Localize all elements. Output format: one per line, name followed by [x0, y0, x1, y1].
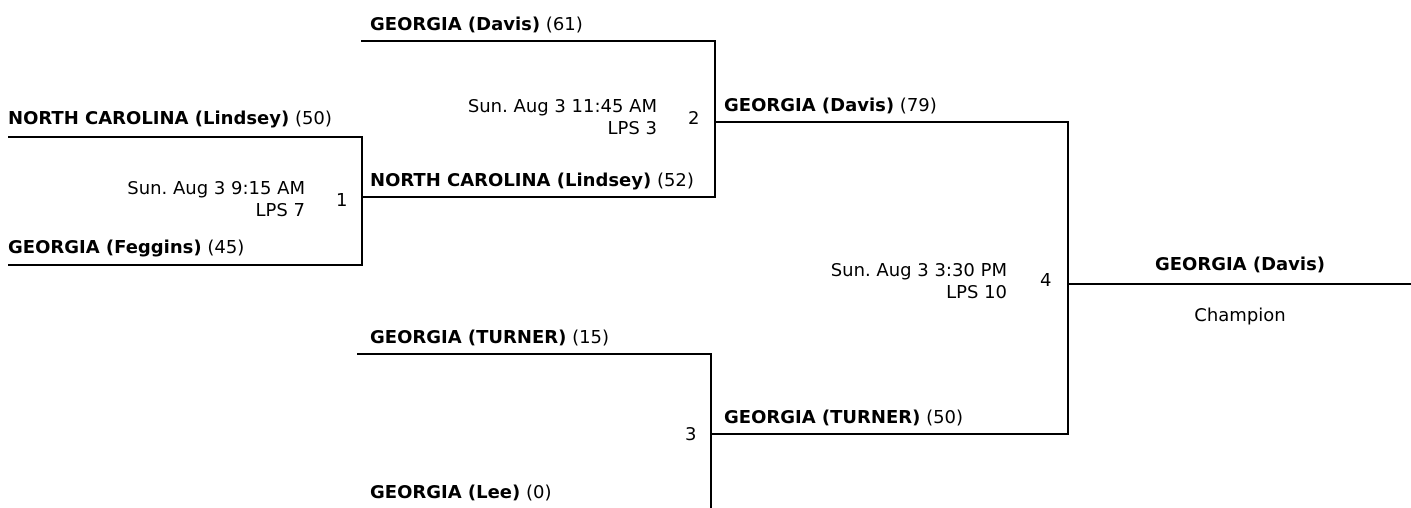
team-name: NORTH CAROLINA (Lindsey) [370, 170, 652, 191]
team-name: GEORGIA (Lee) [370, 482, 521, 503]
champion-label: Champion [1194, 305, 1286, 326]
team-name: GEORGIA (TURNER) [724, 407, 921, 428]
team-name: GEORGIA (Davis) [370, 14, 541, 35]
game1-info [127, 178, 305, 222]
game2-info [468, 96, 657, 140]
game2-team-b [370, 170, 694, 192]
game2-number: 2 [688, 108, 700, 129]
game3-team-a [370, 327, 609, 349]
game3-team-b [370, 482, 551, 504]
game3-connector [710, 353, 712, 508]
team-score: (79) [899, 95, 937, 116]
game2-team-a [370, 14, 583, 36]
game1-connector [361, 136, 363, 266]
team-score: (50) [926, 407, 964, 428]
game-time: Sun. Aug 3 11:45 AM [467, 96, 657, 117]
game4-line-b [710, 433, 1069, 435]
champion-line [1067, 283, 1411, 285]
game2-connector [714, 40, 716, 198]
game4-connector [1067, 121, 1069, 435]
champion-team: GEORGIA (Davis) [1154, 254, 1326, 275]
game-time: Sun. Aug 3 3:30 PM [830, 260, 1007, 281]
game1-number: 1 [336, 190, 348, 211]
team-name: NORTH CAROLINA (Lindsey) [8, 108, 290, 129]
team-score: (50) [294, 108, 332, 129]
team-score: (52) [656, 170, 694, 191]
game2-line-b [361, 196, 716, 198]
game4-line-a [714, 121, 1069, 123]
champion-name [1069, 254, 1411, 276]
game2-line-a [361, 40, 716, 42]
team-name: GEORGIA (Feggins) [8, 237, 202, 258]
game4-number: 4 [1040, 270, 1052, 291]
game1-line-b [8, 264, 363, 266]
game-time: Sun. Aug 3 9:15 AM [127, 178, 305, 199]
team-score: (61) [545, 14, 583, 35]
game4-team-b [724, 407, 963, 429]
game3-number: 3 [685, 424, 697, 445]
game-venue: LPS 7 [255, 200, 305, 221]
game-venue: LPS 10 [946, 282, 1007, 303]
game1-line-a [8, 136, 361, 138]
game4-team-a [724, 95, 937, 117]
game1-team-b [8, 237, 244, 259]
team-score: (15) [572, 327, 610, 348]
team-name: GEORGIA (Davis) [724, 95, 895, 116]
game4-info [831, 260, 1007, 304]
team-score: (0) [525, 482, 552, 503]
game-venue: LPS 3 [607, 118, 657, 139]
team-name: GEORGIA (TURNER) [370, 327, 567, 348]
game3-line-a [357, 353, 712, 355]
team-score: (45) [207, 237, 245, 258]
game1-team-a [8, 108, 332, 130]
